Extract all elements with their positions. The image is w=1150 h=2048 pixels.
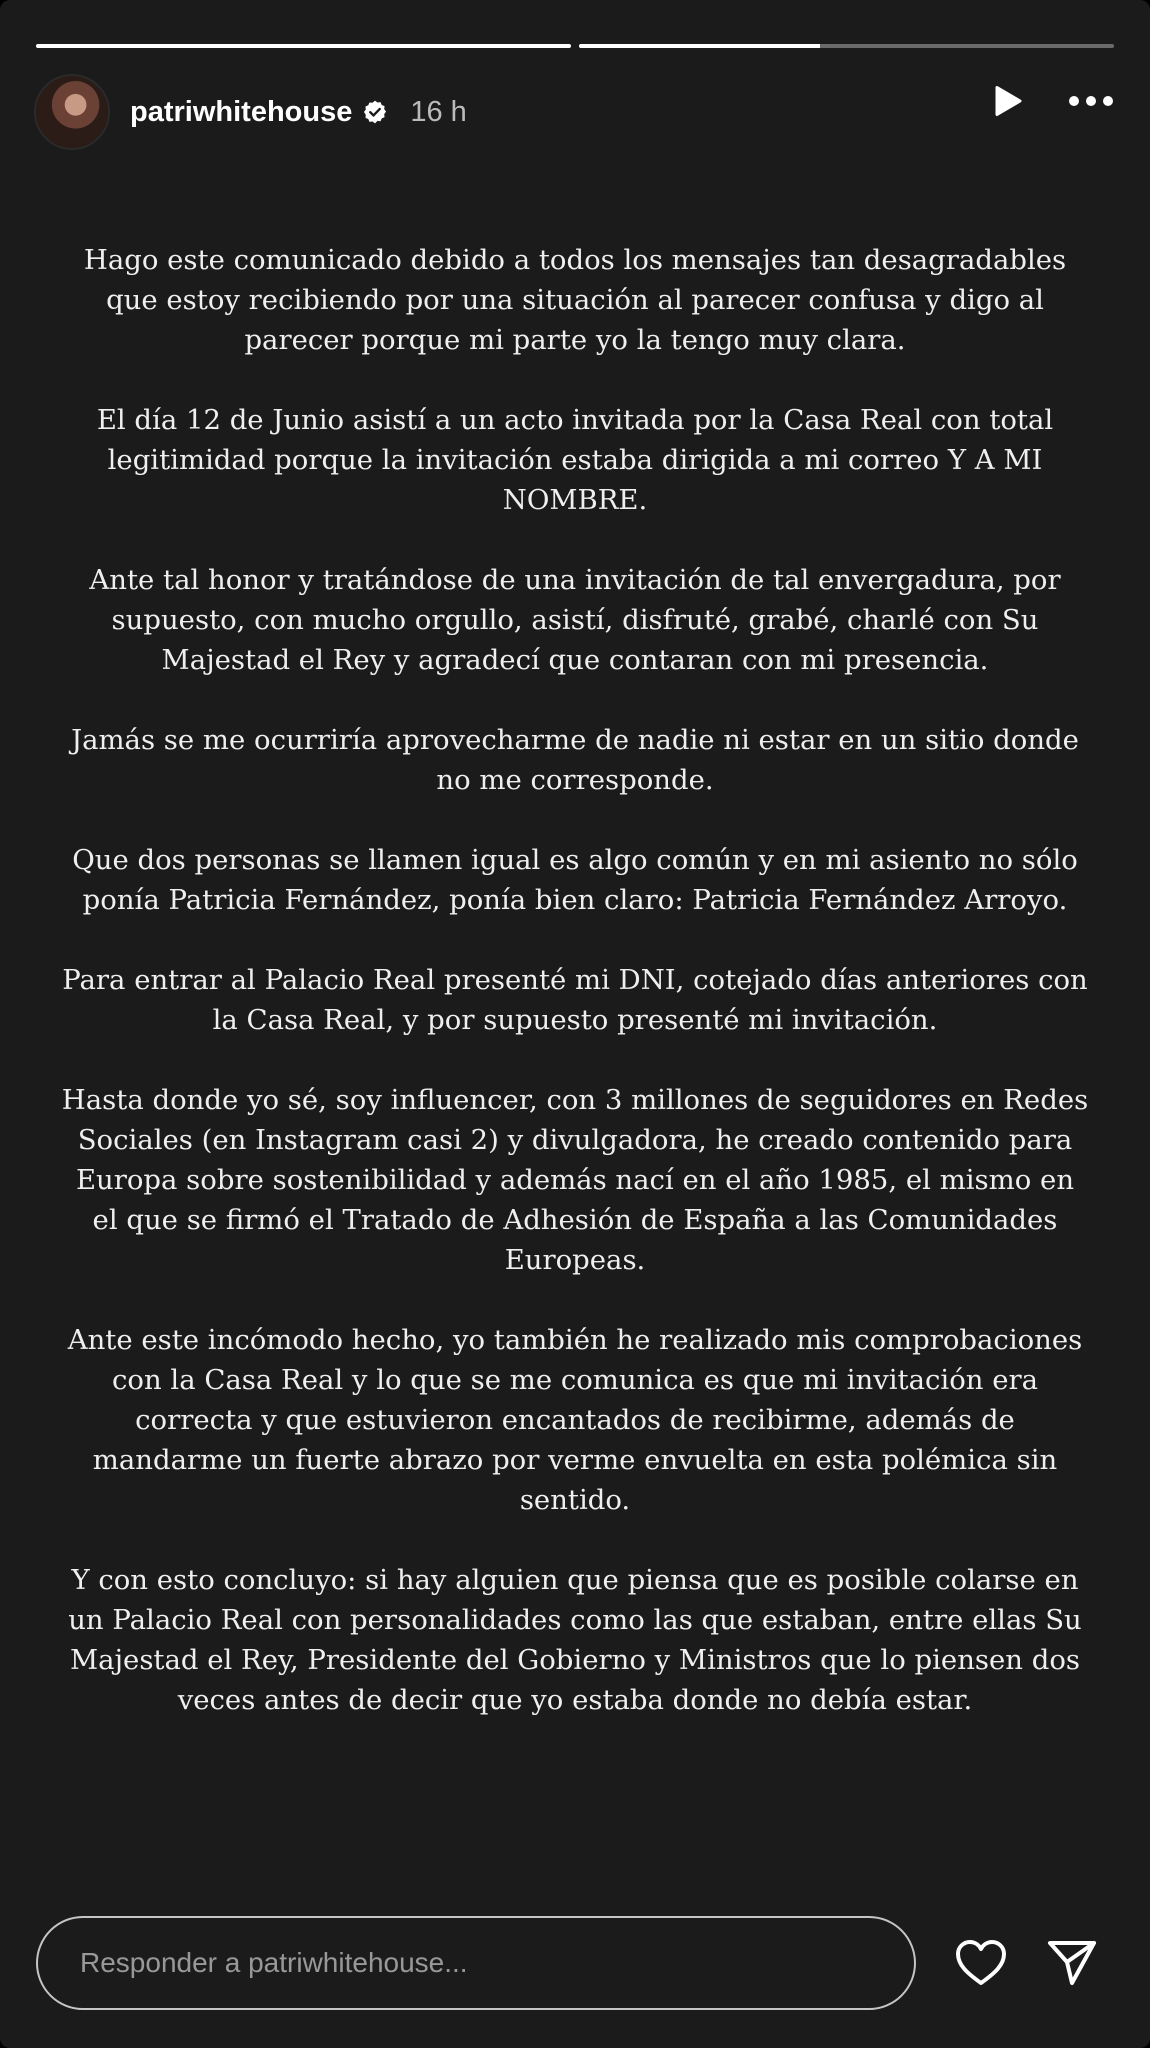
progress-segment-2 [579,44,1114,48]
progress-fill-1 [36,44,571,48]
message-paragraph-7: Hasta donde yo sé, soy influencer, con 3 millones de seguidores en Redes Sociales (en Instagram casi 2) y divulgadora, he creado contenido para Europa sobre sostenibilidad y además nací en el año 1985, el mismo en el que se firmó el Tratado de Adhesión de España a las Comunidades Europeas. [61,1084,1089,1276]
message-paragraph-1: Hago este comunicado debido a todos los mensajes tan desagradables que estoy recibiendo por una situación al parecer confusa y digo al parecer porque mi parte yo la tengo muy clara. [83,244,1067,356]
message-paragraph-3: Ante tal honor y tratándose de una invitación de tal envergadura, por supuesto, con mucho orgullo, asistí, disfruté, grabé, charlé con Su Majestad el Rey y agradecí que contaran con mi presencia. [89,564,1061,676]
message-paragraph-2: El día 12 de Junio asistí a un acto invitada por la Casa Real con total legitimidad porque la invitación estaba dirigida a mi correo Y A MI NOMBRE. [96,404,1054,516]
reply-bar [36,1916,1114,2014]
play-icon[interactable] [992,84,1024,118]
story-progress [36,44,1114,48]
post-time: 16 h [410,95,467,128]
message-paragraph-8: Ante este incómodo hecho, yo también he realizado mis comprobaciones con la Casa Real y lo que se me comunica es que mi invitación era correcta y que estuvieron encantados de recibirme, además de mandarme un fuerte abrazo por verme envuelta en esta polémica sin sentido. [67,1324,1083,1516]
verified-badge-icon [362,99,388,125]
message-paragraph-6: Para entrar al Palacio Real presenté mi DNI, cotejado días anteriores con la Casa Real, y por supuesto presenté mi invitación. [62,964,1088,1036]
send-icon[interactable] [1046,1938,1098,1993]
reply-input[interactable] [36,1916,916,2010]
more-icon[interactable] [1068,95,1114,107]
message-paragraph-9: Y con esto concluyo: si hay alguien que piensa que es posible colarse en un Palacio Real con personalidades como las que estaban, entre ellas Su Majestad el Rey, Presidente del Gobierno y Ministros que lo piensen dos veces antes de decir que yo estaba donde no debía estar. [68,1564,1082,1716]
username[interactable]: patriwhitehouse [130,95,353,128]
message-paragraph-5: Que dos personas se llamen igual es algo común y en mi asiento no sólo ponía Patricia Fernández, ponía bien claro: Patricia Fernández Arroyo. [72,844,1078,916]
story-message [60,240,1090,1760]
avatar[interactable] [34,74,110,150]
progress-fill-2 [579,44,820,48]
progress-segment-1 [36,44,571,48]
message-paragraph-4: Jamás se me ocurriría aprovecharme de nadie ni estar en un sitio donde no me corresponde. [71,724,1079,796]
story-header [34,74,1114,150]
heart-icon[interactable] [954,1938,1008,1993]
header-actions [992,84,1114,118]
